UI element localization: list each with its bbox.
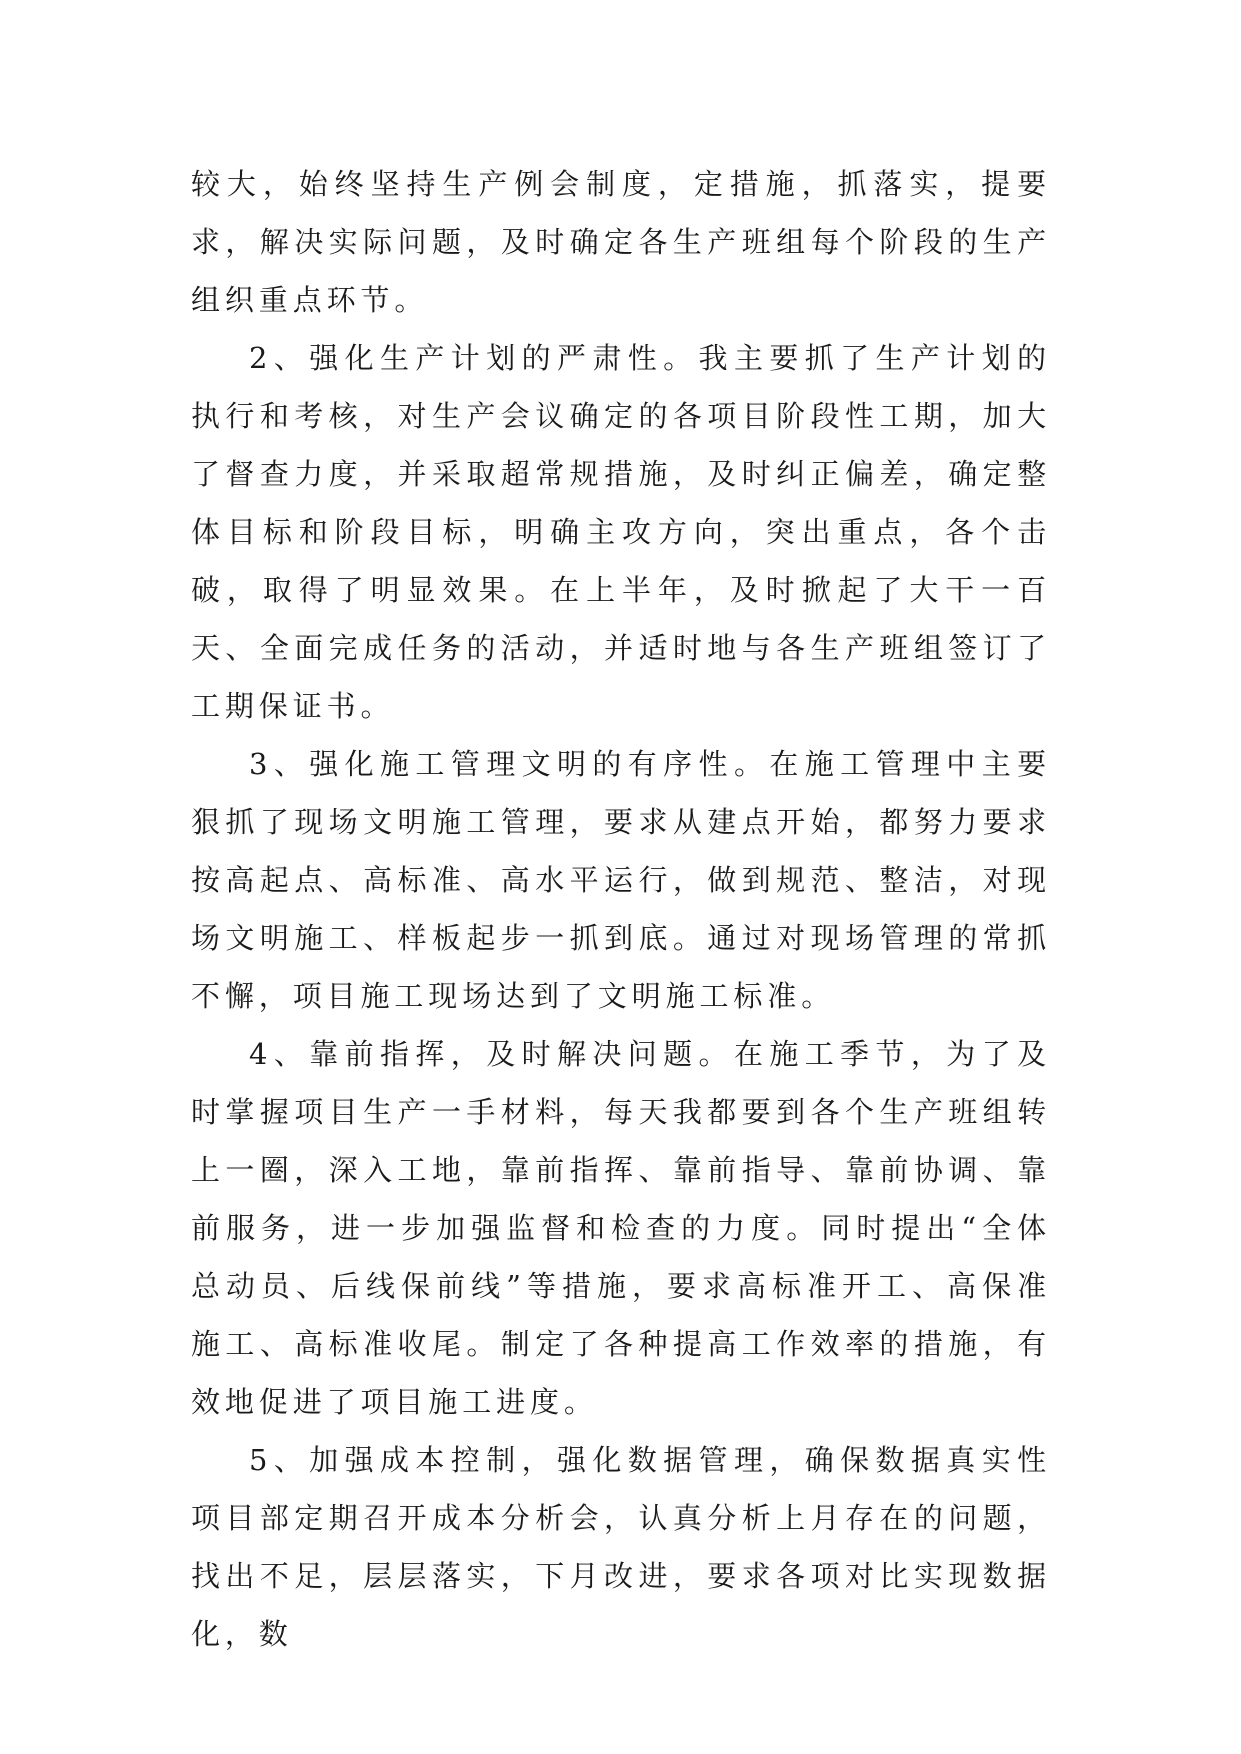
paragraph-continuation: 较大，始终坚持生产例会制度，定措施，抓落实，提要求，解决实际问题，及时确定各生产班组每个阶段的生产组织重点环节。 bbox=[191, 167, 1051, 317]
paragraph-item-2: 2、强化生产计划的严肃性。我主要抓了生产计划的执行和考核，对生产会议确定的各项目阶段性工期，加大了督查力度，并采取超常规措施，及时纠正偏差，确定整体目标和阶段目标，明确主攻方向，突出重点，各个击破，取得了明显效果。在上半年，及时掀起了大干一百天、全面完成任务的活动，并适时地与各生产班组签订了工期保证书。 bbox=[191, 341, 1051, 723]
paragraph-item-4: 4、靠前指挥，及时解决问题。在施工季节，为了及时掌握项目生产一手材料，每天我都要到各个生产班组转上一圈，深入工地，靠前指挥、靠前指导、靠前协调、靠前服务，进一步加强监督和检查的力度。同时提出“全体总动员、后线保前线”等措施，要求高标准开工、高保准施工、高标准收尾。制定了各种提高工作效率的措施，有效地促进了项目施工进度。 bbox=[191, 1037, 1051, 1419]
document-page bbox=[191, 155, 1051, 1663]
paragraph-item-5: 5、加强成本控制，强化数据管理，确保数据真实性项目部定期召开成本分析会，认真分析上月存在的问题，找出不足，层层落实，下月改进，要求各项对比实现数据化，数 bbox=[191, 1443, 1051, 1651]
paragraph-item-3: 3、强化施工管理文明的有序性。在施工管理中主要狠抓了现场文明施工管理，要求从建点开始，都努力要求按高起点、高标准、高水平运行，做到规范、整洁，对现场文明施工、样板起步一抓到底。通过对现场管理的常抓不懈，项目施工现场达到了文明施工标准。 bbox=[191, 747, 1051, 1013]
